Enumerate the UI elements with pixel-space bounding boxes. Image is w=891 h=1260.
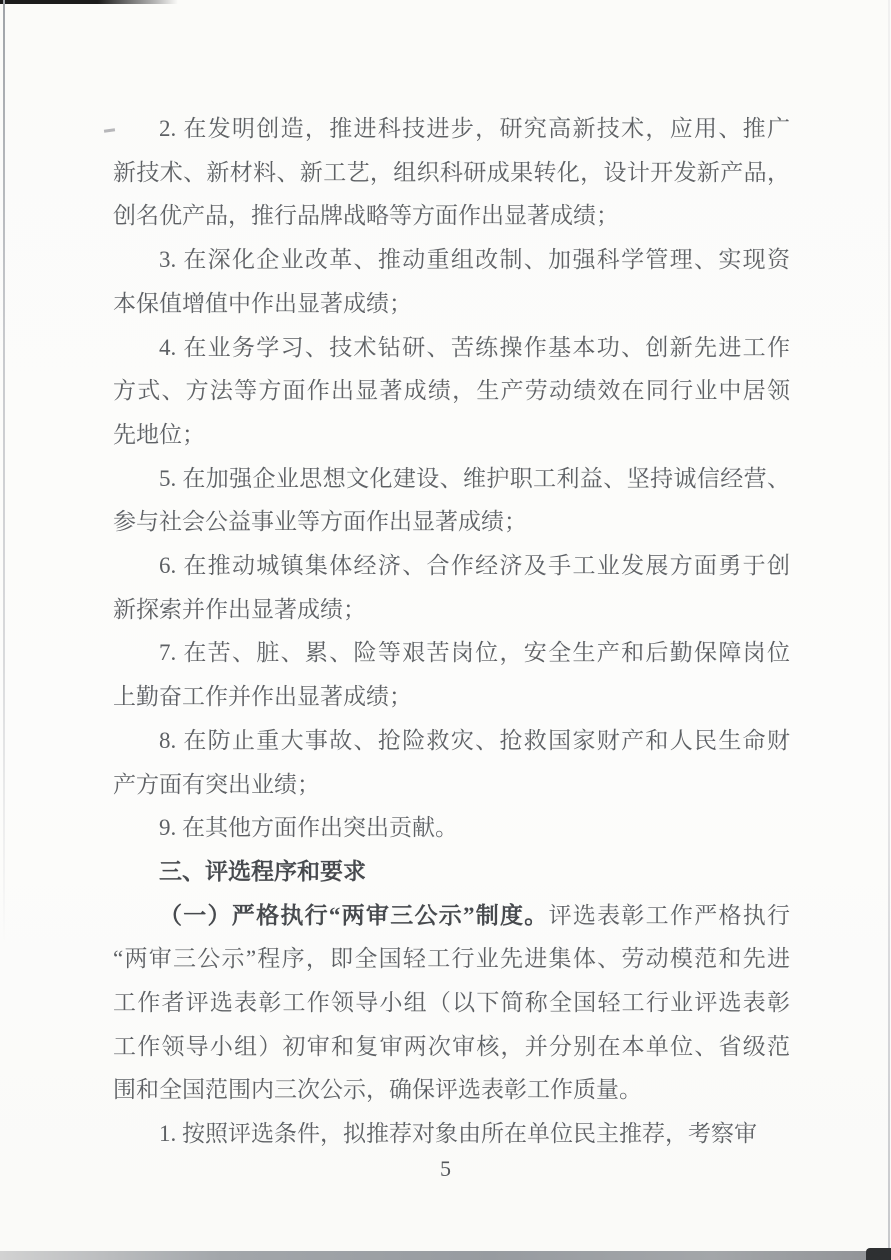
bold-text-segment: （一）严格执行“两审三公示”制度。 xyxy=(159,902,549,928)
text-line xyxy=(113,763,790,807)
text-line xyxy=(113,588,790,632)
text-segment: 工作领导小组）初审和复审两次审核，并分别在本单位、省级范 xyxy=(113,1033,790,1059)
text-segment: 围和全国范围内三次公示，确保评选表彰工作质量。 xyxy=(113,1077,642,1103)
text-segment: 先地位； xyxy=(113,421,205,447)
page-number: 5 xyxy=(440,1156,451,1181)
text-line xyxy=(113,850,790,894)
text-line xyxy=(113,806,790,850)
paragraph xyxy=(113,238,790,325)
text-line xyxy=(113,369,790,413)
text-line xyxy=(113,1025,790,1069)
text-line xyxy=(113,413,790,457)
text-segment: 创名优产品，推行品牌战略等方面作出显著成绩； xyxy=(113,203,619,229)
text-segment: 参与社会公益事业等方面作出显著成绩； xyxy=(113,509,527,535)
text-segment: 6. 在推动城镇集体经济、合作经济及手工业发展方面勇于创 xyxy=(159,553,790,579)
text-segment: 2. 在发明创造，推进科技进步，研究高新技术，应用、推广 xyxy=(159,116,790,141)
text-line xyxy=(113,326,790,370)
text-line xyxy=(113,1112,790,1156)
paragraph xyxy=(113,850,790,894)
text-line xyxy=(113,1068,790,1112)
paragraph xyxy=(113,326,790,457)
text-line xyxy=(113,937,790,981)
paragraph xyxy=(113,1112,790,1156)
scan-corner-smudge-artifact xyxy=(866,1248,891,1260)
text-line xyxy=(113,194,790,238)
text-line xyxy=(113,457,790,501)
text-line xyxy=(113,981,790,1025)
text-line xyxy=(113,282,790,326)
text-segment: 上勤奋工作并作出显著成绩； xyxy=(113,684,412,710)
scan-edge-bottom-artifact xyxy=(0,1251,891,1260)
paragraph xyxy=(113,107,790,238)
bold-text-segment: 三、评选程序和要求 xyxy=(159,858,366,884)
text-segment: 本保值增值中作出显著成绩； xyxy=(113,290,412,316)
text-line xyxy=(113,631,790,675)
paragraph xyxy=(113,894,790,1113)
text-segment: 5. 在加强企业思想文化建设、维护职工利益、坚持诚信经营、 xyxy=(159,465,790,491)
text-line xyxy=(113,500,790,544)
scan-edge-left-artifact xyxy=(3,0,5,945)
text-segment: 8. 在防止重大事故、抢险救灾、抢救国家财产和人民生命财 xyxy=(159,727,790,753)
document-body xyxy=(113,107,790,1156)
paragraph xyxy=(113,544,790,631)
text-segment: 工作者评选表彰工作领导小组（以下简称全国轻工行业评选表彰 xyxy=(113,990,790,1016)
text-segment: 4. 在业务学习、技术钻研、苦练操作基本功、创新先进工作 xyxy=(159,334,790,360)
text-line xyxy=(113,107,790,151)
text-line xyxy=(113,544,790,588)
paragraph xyxy=(113,719,790,806)
text-segment: 1. 按照评选条件，拟推荐对象由所在单位民主推荐，考察审 xyxy=(159,1121,757,1147)
text-segment: 3. 在深化企业改革、推动重组改制、加强科学管理、实现资 xyxy=(159,247,790,273)
scan-edge-right-artifact xyxy=(888,0,890,1260)
text-segment: 新技术、新材料、新工艺，组织科研成果转化，设计开发新产品， xyxy=(113,159,790,185)
paragraph xyxy=(113,631,790,718)
text-segment: 产方面有突出业绩； xyxy=(113,771,320,797)
paragraph xyxy=(113,806,790,850)
text-segment: 评选表彰工作严格执行 xyxy=(548,902,791,928)
scan-edge-top-artifact xyxy=(0,0,178,4)
text-segment: 方式、方法等方面作出显著成绩，生产劳动绩效在同行业中居领 xyxy=(113,378,790,404)
text-segment: 9. 在其他方面作出突出贡献。 xyxy=(159,815,458,841)
text-segment: “两审三公示”程序，即全国轻工行业先进集体、劳动模范和先进 xyxy=(113,946,790,972)
text-line xyxy=(113,151,790,195)
text-segment: 新探索并作出显著成绩； xyxy=(113,596,366,622)
text-line xyxy=(113,894,790,938)
text-line xyxy=(113,238,790,282)
paragraph xyxy=(113,457,790,544)
text-line xyxy=(113,719,790,763)
text-line xyxy=(113,675,790,719)
text-segment: 7. 在苦、脏、累、险等艰苦岗位，安全生产和后勤保障岗位 xyxy=(159,640,790,666)
